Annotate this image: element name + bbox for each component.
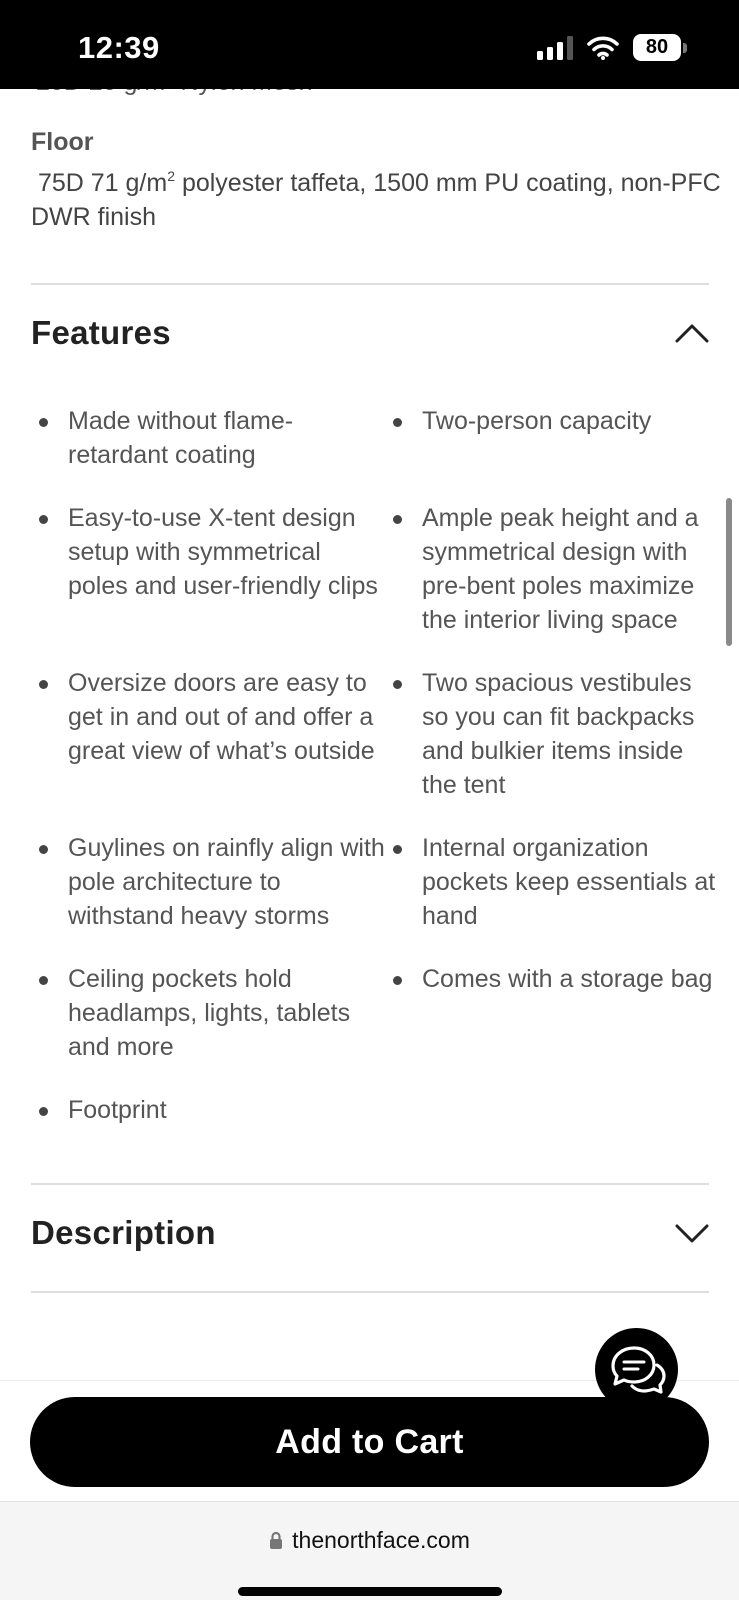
feature-item: Ample peak height and a symmetrical design with pre-bent poles maximize the interior living space [385,501,721,637]
feature-item: Two spacious vestibules so you can fit backpacks and bulkier items inside the tent [385,666,721,802]
chevron-down-icon[interactable] [675,1216,709,1250]
battery-level: 80 [633,34,681,61]
battery-icon [633,34,687,61]
feature-item: Two-person capacity [385,404,721,472]
features-accordion-header[interactable] [31,314,709,352]
divider [31,1183,709,1185]
floor-value: 75D 71 $g/m^2$ polyester taffeta, 1500 mm PU coating, non-PFC DWR finish [31,168,721,231]
cellular-signal-icon [537,36,573,60]
scrollbar[interactable] [726,498,732,646]
lock-icon [269,1531,283,1550]
url-text: thenorthface.com [292,1526,470,1553]
feature-item: Ceiling pockets hold headlamps, lights, tablets and more [31,962,385,1064]
feature-item: Made without flame-retardant coating [31,404,385,472]
feature-item: Footprint [31,1093,385,1127]
chat-button[interactable] [595,1328,678,1411]
feature-item: Oversize doors are easy to get in and out of and offer a great view of what’s outside [31,666,385,802]
home-indicator[interactable] [238,1587,502,1596]
status-time: 12:39 [78,30,160,65]
chevron-up-icon[interactable] [675,316,709,350]
chat-bubbles-icon [607,1344,667,1396]
browser-url-bar[interactable] [0,1501,739,1600]
wifi-icon [587,36,619,60]
feature-item: Easy-to-use X-tent design setup with symmetrical poles and user-friendly clips [31,501,385,637]
status-bar [0,0,739,89]
url-display[interactable] [0,1502,739,1578]
description-accordion-header[interactable] [31,1214,709,1252]
feature-item: Guylines on rainfly align with pole architecture to withstand heavy storms [31,831,385,933]
description-title: Description [31,1214,216,1251]
status-icons [537,34,687,61]
floor-label: Floor [31,128,94,156]
feature-item: Comes with a storage bag [385,962,721,1064]
add-to-cart-button[interactable]: Add to Cart [30,1397,709,1487]
feature-item: Internal organization pockets keep essentials at hand [385,831,721,933]
divider [31,283,709,285]
features-title: Features [31,314,171,351]
features-list [31,404,721,1127]
divider [31,1291,709,1293]
